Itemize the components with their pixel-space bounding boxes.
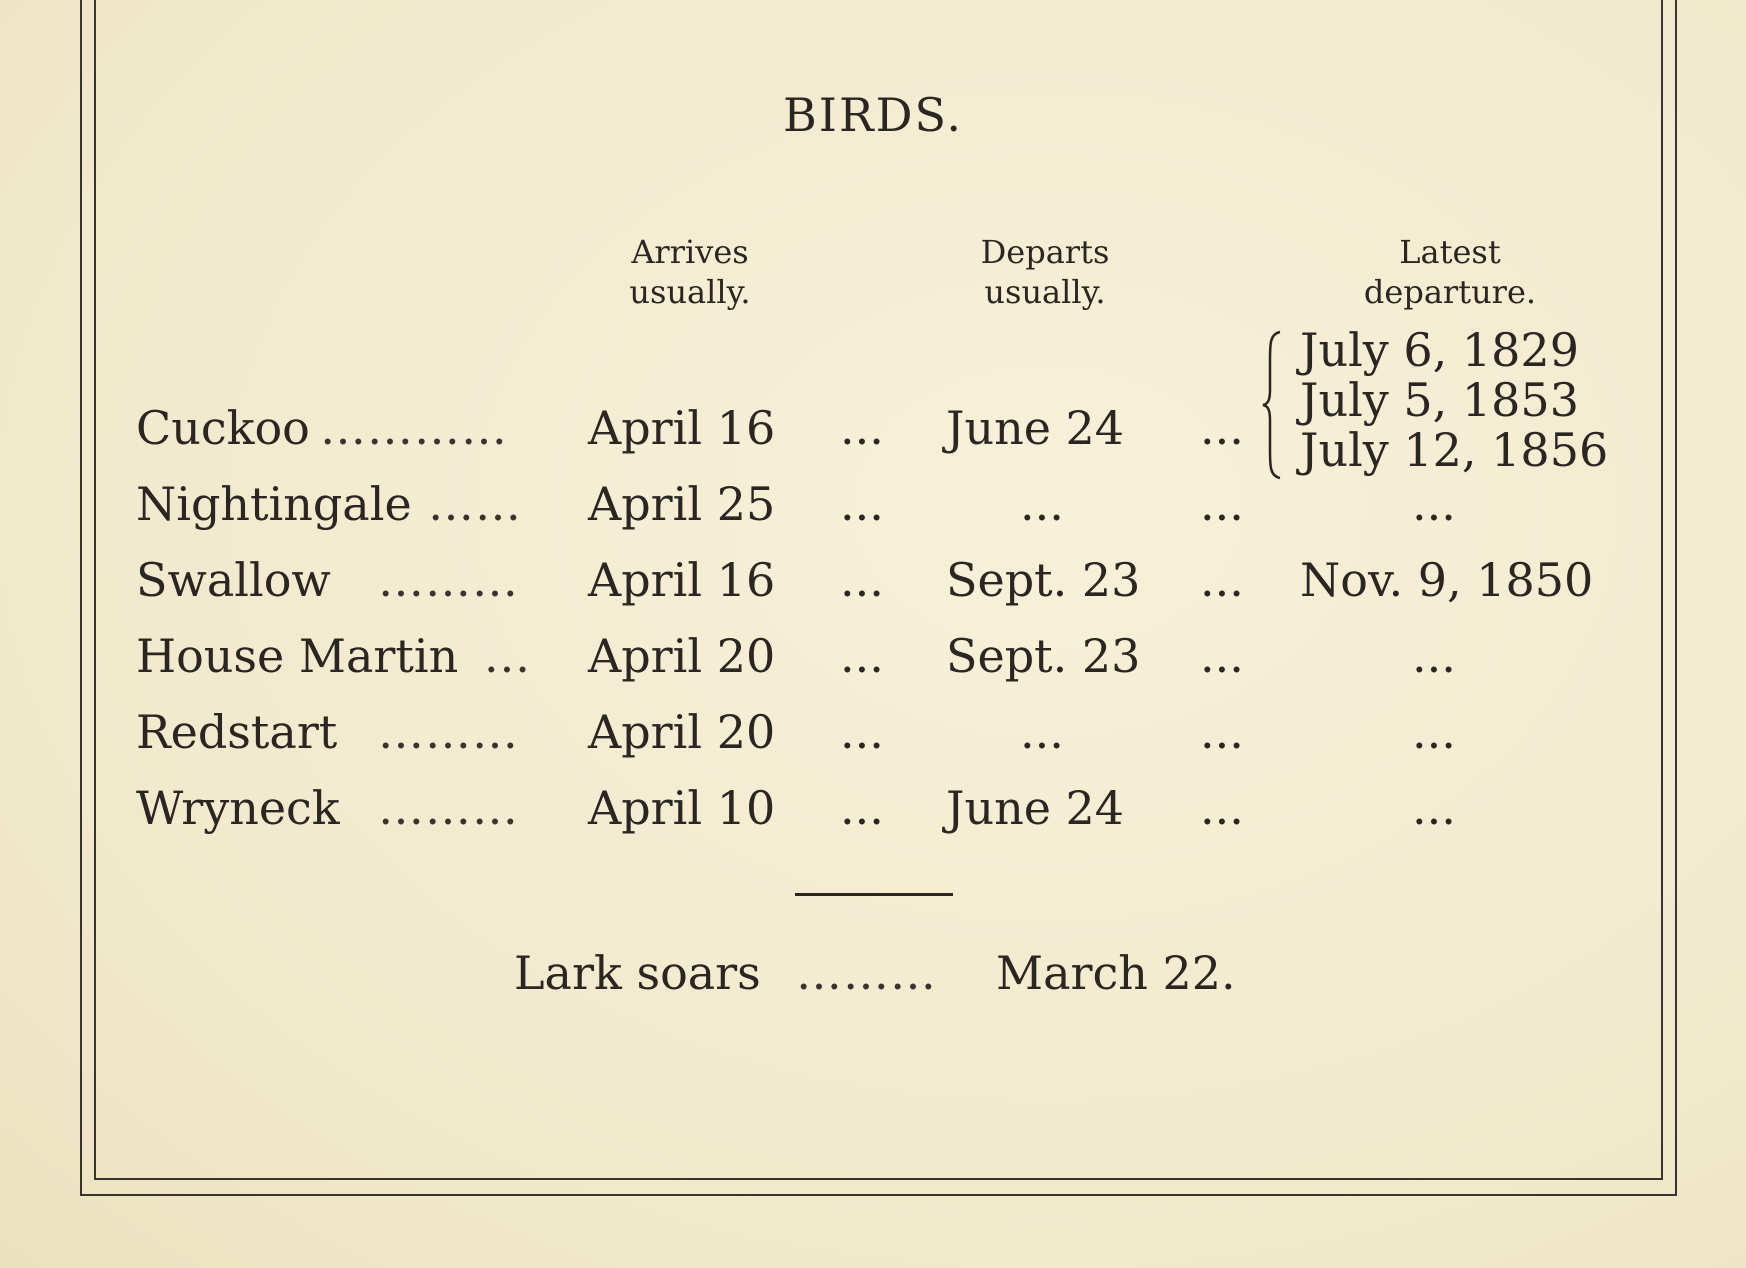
dot-leader: ……… <box>378 553 519 607</box>
lark-label: Lark soars <box>514 946 761 1000</box>
latest-departure-date: July 12, 1856 <box>1300 423 1609 477</box>
column-header-departs-line2: usually. <box>984 273 1106 311</box>
dot-separator: ... <box>1200 781 1244 835</box>
dot-separator: ... <box>1200 477 1244 531</box>
arrival-date: April 20 <box>588 629 776 683</box>
dot-leader: …… <box>428 477 522 531</box>
dot-leader: ……… <box>378 705 519 759</box>
column-header-latest <box>1330 232 1570 312</box>
bird-name: Nightingale <box>136 477 412 531</box>
column-header-departs-line1: Departs <box>980 233 1110 271</box>
dot-separator: ... <box>840 705 884 759</box>
latest-departure-date: ... <box>1412 477 1456 531</box>
arrival-date: April 25 <box>588 477 776 531</box>
column-header-arrives <box>580 232 800 312</box>
latest-departure-date: Nov. 9, 1850 <box>1300 553 1594 607</box>
dot-separator: ... <box>1200 401 1244 455</box>
dot-separator: ... <box>840 401 884 455</box>
departure-date: June 24 <box>946 781 1125 835</box>
dot-separator: ... <box>840 477 884 531</box>
latest-departure-date: July 5, 1853 <box>1300 373 1579 427</box>
departure-date: ... <box>1020 477 1064 531</box>
dot-separator: ... <box>840 629 884 683</box>
arrival-date: April 16 <box>588 553 776 607</box>
departure-date: Sept. 23 <box>946 553 1141 607</box>
bird-name: Wryneck <box>136 781 340 835</box>
dot-leader: ……… <box>378 781 519 835</box>
dot-separator: ... <box>1200 629 1244 683</box>
arrival-date: April 10 <box>588 781 776 835</box>
latest-departure-date: ... <box>1412 781 1456 835</box>
column-header-latest-line1: Latest <box>1399 233 1501 271</box>
latest-departure-date: ... <box>1412 705 1456 759</box>
departure-date: June 24 <box>946 401 1125 455</box>
bird-name: House Martin <box>136 629 459 683</box>
lark-date: March 22. <box>996 946 1236 1000</box>
page-title: BIRDS. <box>783 88 963 142</box>
column-header-latest-line2: departure. <box>1363 273 1537 311</box>
bird-name: Cuckoo <box>136 401 310 455</box>
dot-separator: ... <box>1200 553 1244 607</box>
latest-departure-date: July 6, 1829 <box>1300 323 1579 377</box>
departure-date: ... <box>1020 705 1064 759</box>
curly-brace-icon <box>1262 330 1282 480</box>
column-header-arrives-line2: usually. <box>629 273 751 311</box>
dot-leader: ……… <box>796 946 937 1000</box>
arrival-date: April 20 <box>588 705 776 759</box>
bird-name: Swallow <box>136 553 331 607</box>
departure-date: Sept. 23 <box>946 629 1141 683</box>
dot-separator: ... <box>840 781 884 835</box>
dot-leader: ... <box>484 629 531 683</box>
column-header-arrives-line1: Arrives <box>631 233 749 271</box>
arrival-date: April 16 <box>588 401 776 455</box>
column-header-departs <box>935 232 1155 312</box>
dot-leader: ………… <box>320 401 508 455</box>
divider-rule <box>795 893 953 896</box>
dot-separator: ... <box>1200 705 1244 759</box>
bird-name: Redstart <box>136 705 338 759</box>
dot-separator: ... <box>840 553 884 607</box>
latest-departure-date: ... <box>1412 629 1456 683</box>
